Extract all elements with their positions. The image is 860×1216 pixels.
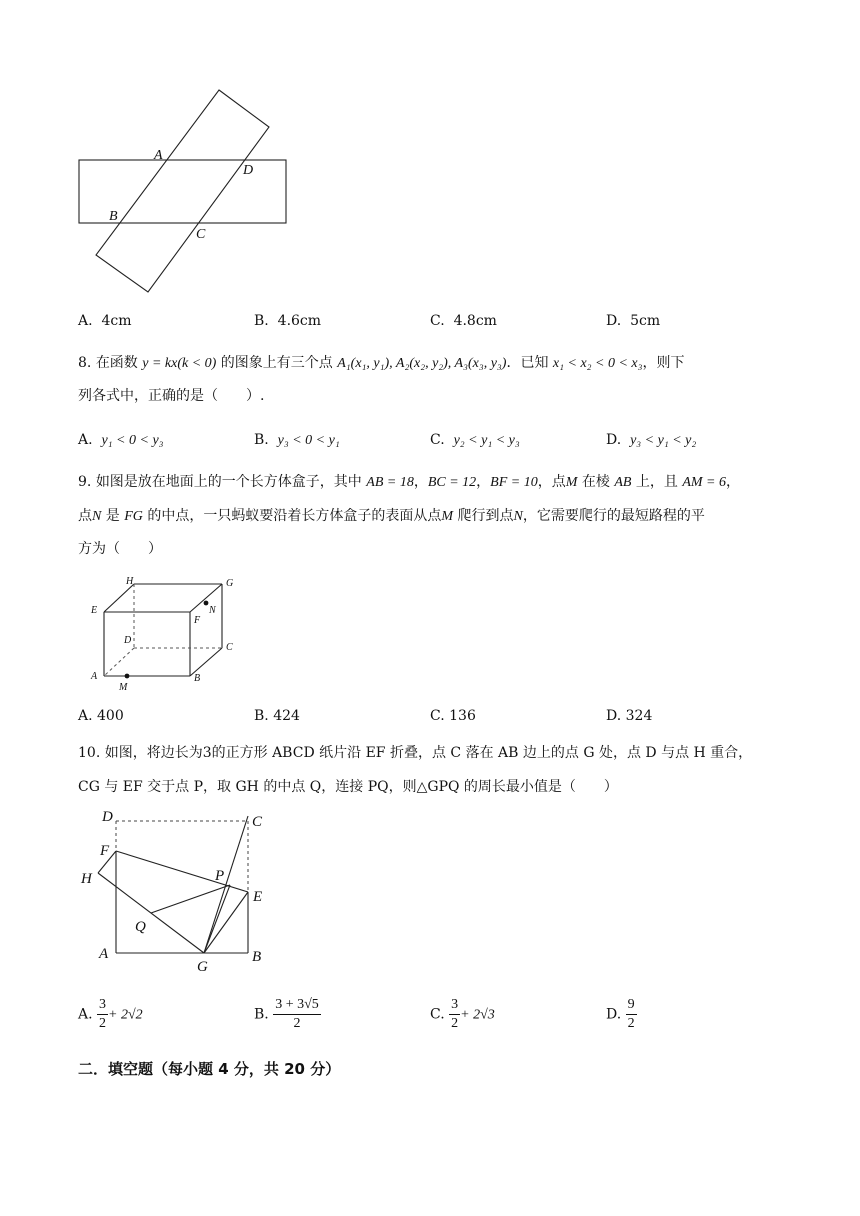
q9-label-f: F: [194, 615, 201, 626]
q7-label-b: B: [109, 209, 118, 224]
q9-label-n: N: [209, 605, 216, 616]
q9-option-c[interactable]: C. 136: [430, 708, 476, 724]
q9-stem-line1: 9. 如图是放在地面上的一个长方体盒子，其中 AB = 18，BC = 12，BF = 10，点M 在棱 AB 上，且 AM = 6，: [78, 474, 740, 490]
q9-point-n: [204, 601, 209, 606]
q7-option-b[interactable]: B. 4.6cm: [254, 313, 322, 329]
q9-point-m: [125, 674, 130, 679]
q9-label-c: C: [226, 642, 233, 653]
q10-option-d-fraction: $\frac{9}{2}$: [627, 997, 635, 1031]
section-heading-fill-in: 二．填空题（每小题 4 分，共 20 分）: [78, 1060, 341, 1078]
q10-option-b-fraction: $\frac{3 + 3√5}{2}$: [275, 997, 319, 1031]
q7-option-d[interactable]: D. 5cm: [606, 313, 661, 329]
q7-label-c: C: [196, 227, 206, 242]
q7-option-c[interactable]: C. 4.8cm: [430, 313, 497, 329]
q7-option-a[interactable]: A. 4cm: [78, 313, 132, 329]
q10-label-h: H: [81, 871, 92, 887]
q8-option-c[interactable]: C. y₂ < y₁ < y₃: [430, 432, 520, 448]
q9-label-m: M: [119, 682, 128, 693]
q10-option-a[interactable]: A. $\frac{3}{2}$ + 2√2: [78, 997, 143, 1031]
q10-label-g: G: [197, 959, 208, 975]
q10-label-e: E: [253, 889, 263, 905]
q9-option-b[interactable]: B. 424: [254, 708, 300, 724]
q10-label-a: A: [99, 946, 109, 962]
q10-label-b: B: [252, 949, 262, 965]
q9-label-a: A: [91, 671, 98, 682]
q10-label-c: C: [252, 814, 263, 830]
q9-stem-line3: 方为（ ）: [78, 541, 162, 557]
q7-label-a: A: [154, 148, 163, 163]
q9-label-e: E: [91, 605, 98, 616]
q10-option-c[interactable]: C. $\frac{3}{2}$ + 2√3: [430, 997, 495, 1031]
q8-option-b[interactable]: B. y₃ < 0 < y₁: [254, 432, 340, 448]
q9-label-b: B: [194, 673, 201, 684]
q7-figure: [70, 85, 300, 300]
q10-label-q: Q: [135, 919, 146, 935]
q10-stem-line1: 10. 如图，将边长为3的正方形 ABCD 纸片沿 EF 折叠，点 C 落在 AB 边上的点 G 处，点 D 与点 H 重合，: [78, 745, 753, 761]
q10-label-d: D: [102, 809, 113, 825]
q9-label-g: G: [226, 578, 234, 589]
q9-option-d[interactable]: D. 324: [606, 708, 653, 724]
q10-stem-line2: CG 与 EF 交于点 P，取 GH 的中点 Q，连接 PQ，则△GPQ 的周长最小值是（ ）: [78, 779, 618, 795]
q9-stem-line2: 点N 是 FG 的中点，一只蚂蚁要沿着长方体盒子的表面从点M 爬行到点N，它需要爬行的最短路程的平: [78, 508, 705, 524]
q10-option-a-fraction: $\frac{3}{2}$: [99, 997, 107, 1031]
q9-figure: [86, 572, 246, 697]
q10-label-f: F: [100, 843, 110, 859]
q9-option-a[interactable]: A. 400: [78, 708, 124, 724]
q9-label-d: D: [124, 635, 132, 646]
q10-label-p: P: [215, 868, 225, 884]
q8-stem-line2: 列各式中，正确的是（ ）.: [78, 388, 265, 404]
q10-figure: [76, 806, 276, 978]
q8-stem-line1: 8. 在函数 y = kx(k < 0) 的图象上有三个点 A₁(x₁, y₁), A₂(x₂, y₂), A₃(x₃, y₃)．已知 x₁ < x₂ < 0 < x₃，则下: [78, 355, 685, 371]
q8-option-a[interactable]: A. y₁ < 0 < y₃: [78, 432, 164, 448]
q8-option-d[interactable]: D. y₃ < y₁ < y₂: [606, 432, 697, 448]
q9-label-h: H: [126, 576, 134, 587]
q7-tilted-strip: [96, 90, 269, 292]
q10-option-c-fraction: $\frac{3}{2}$: [451, 997, 459, 1031]
q10-option-b[interactable]: B. $\frac{3 + 3√5}{2}$: [254, 997, 319, 1031]
q10-option-d[interactable]: D. $\frac{9}{2}$: [606, 997, 635, 1031]
q7-label-d: D: [243, 163, 254, 178]
